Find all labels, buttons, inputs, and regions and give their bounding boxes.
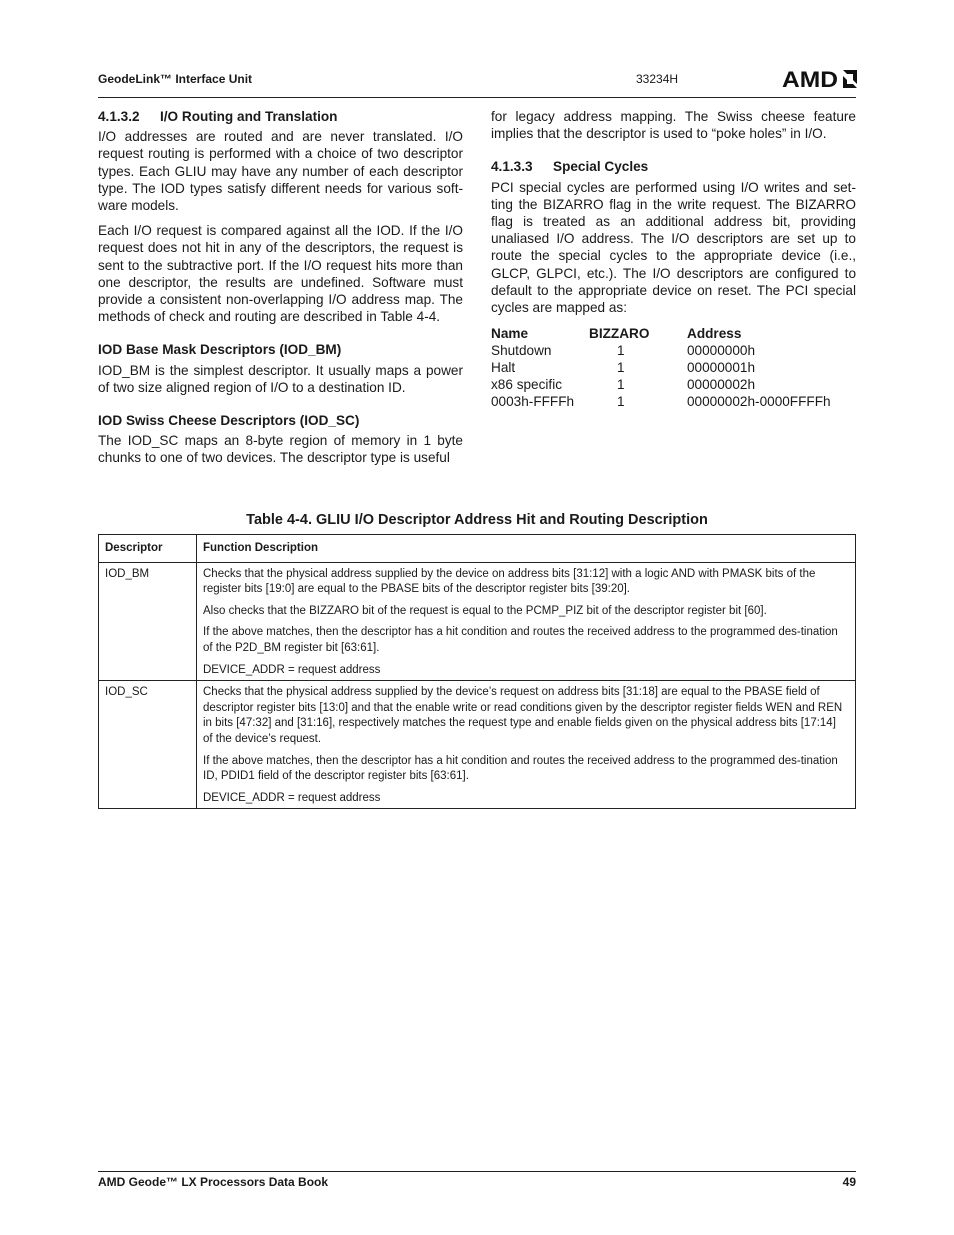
- description-paragraph: If the above matches, then the descriptor has a hit condition and routes the received address to the programmed des-tination of the P2D_BM register bit [63:61].: [203, 626, 838, 654]
- paragraph: PCI special cycles are performed using I/O writes and set-ting the BIZARRO flag in the write request. The BIZARRO flag is treated as an additional address bit, providing unaliased I/O address. The I/O descriptors are set up to route the special cycles to the appropriate device (i.e., GLCP, GLPCI, etc.). The I/O descriptors are configured to default to the appropriate device on reset. The PCI special cycles are mapped as:: [491, 179, 856, 316]
- description-paragraph: DEVICE_ADDR = request address: [203, 663, 381, 676]
- cycle-name: x86 specific: [491, 377, 563, 393]
- table-row: [491, 393, 856, 410]
- paragraph: I/O addresses are routed and are never translated. I/O request routing is performed with a choice of two descriptor types. Each GLIU may have any number of each descriptor type. The IOD types satisfy different needs for various soft-ware models.: [98, 129, 463, 214]
- left-column: [98, 108, 463, 475]
- table-row: [99, 681, 856, 809]
- paragraph: Each I/O request is compared against all the IOD. If the I/O request does not hit in any of the descriptors, the request is sent to the subtractive port. If the I/O request hits more than one descriptor, the results are undefined. Software must provide a consistent non-overlapping I/O address map. The methods of check and routing are described in Table 4-4.: [98, 223, 463, 325]
- paragraph: for legacy address mapping. The Swiss cheese feature implies that the descriptor is used to “poke holes” in I/O.: [491, 109, 856, 142]
- heading-iod-bm: IOD Base Mask Descriptors (IOD_BM): [98, 342, 342, 358]
- special-cycles-table: [491, 325, 856, 410]
- descriptor-table: [98, 534, 856, 809]
- cycle-bizzaro: 1: [617, 394, 625, 410]
- table-caption: Table 4-4. GLIU I/O Descriptor Address Hit and Routing Description: [246, 512, 708, 528]
- table-row: [491, 359, 856, 376]
- column-header: BIZZARO: [589, 326, 650, 342]
- table-header-row: [491, 325, 856, 342]
- paragraph: The IOD_SC maps an 8-byte region of memory in 1 byte chunks to one of two devices. The descriptor type is useful: [98, 433, 463, 466]
- column-header: Descriptor: [99, 535, 197, 563]
- section-heading-special-cycles: [491, 158, 856, 175]
- amd-logo: [782, 68, 858, 90]
- cycle-name: Shutdown: [491, 343, 552, 359]
- cycle-bizzaro: 1: [617, 343, 625, 359]
- section-title: I/O Routing and Translation: [160, 109, 338, 124]
- header-rule: [98, 97, 856, 98]
- cycle-address: 00000002h: [687, 377, 756, 393]
- section-number: 4.1.3.3: [491, 159, 533, 175]
- function-description-cell: [197, 681, 856, 809]
- cycle-address: 00000001h: [687, 360, 756, 376]
- function-description-cell: [197, 562, 856, 681]
- running-header-title: GeodeLink™ Interface Unit: [98, 72, 253, 86]
- table-header-row: [99, 535, 856, 563]
- descriptor-cell: IOD_BM: [99, 562, 197, 681]
- description-paragraph: Checks that the physical address supplied by the device’s request on address bits [31:18] are equal to the PBASE field of descriptor register bits [13:0] and that the enable write or read conditions given by the descriptor register fields WEN and REN in bits [47:32] and [31:16], respectively matches the request type and enable fields given on the physical address bits [17:14] of the device’s request.: [203, 686, 843, 745]
- table-row: [491, 342, 856, 359]
- column-header: Address: [687, 326, 742, 342]
- document-number: 33234H: [636, 72, 679, 86]
- cycle-address: 00000002h-0000FFFFh: [687, 394, 831, 410]
- cycle-address: 00000000h: [687, 343, 756, 359]
- cycle-bizzaro: 1: [617, 360, 625, 376]
- description-paragraph: If the above matches, then the descriptor has a hit condition and routes the received address to the programmed des-tination ID, PDID1 field of the descriptor register bits [63:61].: [203, 754, 838, 783]
- description-paragraph: Checks that the physical address supplied by the device on address bits [31:12] with a logic AND with PMASK bits of the register bits [19:0] are equal to the PBASE bits of the descriptor register bits [39:20].: [203, 567, 816, 596]
- amd-arrow-icon: [843, 70, 857, 88]
- page-number: 49: [842, 1175, 856, 1189]
- heading-iod-sc: IOD Swiss Cheese Descriptors (IOD_SC): [98, 413, 360, 429]
- footer-rule: [98, 1171, 856, 1172]
- cycle-bizzaro: 1: [617, 377, 625, 393]
- table-row: [491, 376, 856, 393]
- column-header: Function Description: [197, 535, 856, 563]
- column-header: Name: [491, 326, 529, 342]
- paragraph: IOD_BM is the simplest descriptor. It usually maps a power of two size aligned region of I/O to a destination ID.: [98, 362, 463, 395]
- section-title: Special Cycles: [553, 159, 649, 175]
- section-number: 4.1.3.2: [98, 109, 140, 124]
- section-heading-io-routing: [98, 108, 463, 125]
- cycle-name: Halt: [491, 360, 516, 376]
- book-title: AMD Geode™ LX Processors Data Book: [98, 1175, 329, 1189]
- table-row: [99, 562, 856, 681]
- descriptor-cell: IOD_SC: [99, 681, 197, 809]
- description-paragraph: DEVICE_ADDR = request address: [203, 791, 381, 804]
- svg-text:AMD: AMD: [782, 68, 838, 90]
- cycle-name: 0003h-FFFFh: [491, 394, 575, 410]
- right-column: [491, 108, 856, 410]
- description-paragraph: Also checks that the BIZZARO bit of the request is equal to the PCMP_PIZ bit of the descriptor register bit [60].: [203, 604, 767, 617]
